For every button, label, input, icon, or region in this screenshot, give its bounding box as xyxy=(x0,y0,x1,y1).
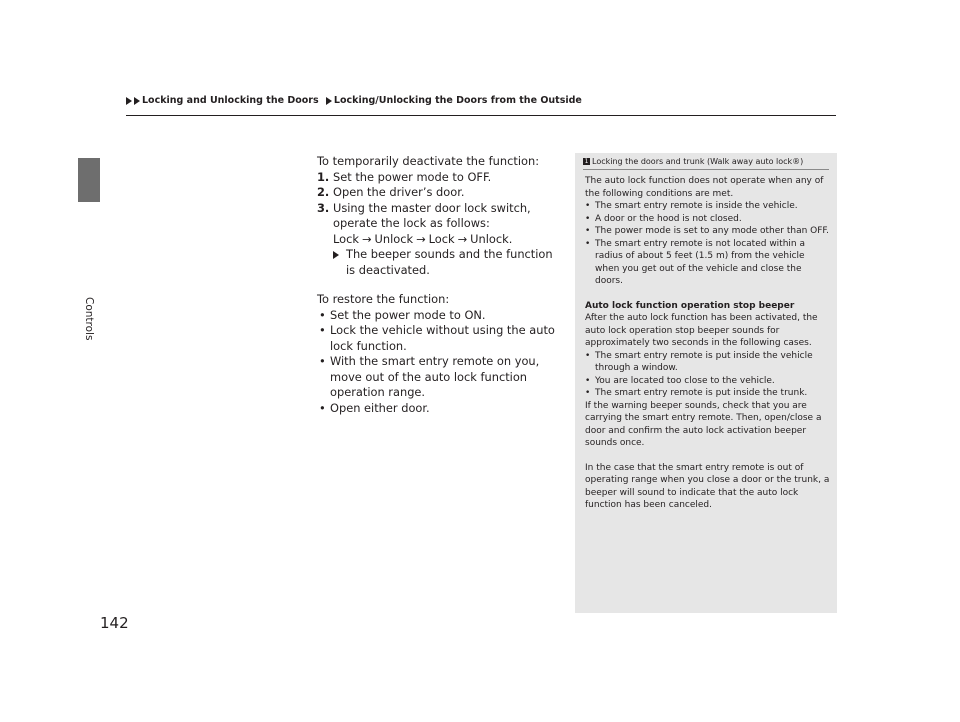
deactivate-heading: To temporarily deactivate the function: xyxy=(317,154,540,168)
restore-item: • With the smart entry remote on you, move out of the auto lock function operation range. xyxy=(317,354,562,401)
beeper-intro: After the auto lock function has been activated, the auto lock operation stop beeper sounds for approximately two seconds in the following cases. xyxy=(585,313,818,348)
note-reference-icon: 1 xyxy=(584,158,589,165)
note-panel xyxy=(575,153,837,613)
beeper-case: • The smart entry remote is put inside the vehicle through a window. xyxy=(585,350,831,375)
restore-item: • Lock the vehicle without using the auto lock function. xyxy=(317,323,562,354)
note-body xyxy=(585,175,831,512)
step-item: 1. Set the power mode to OFF. xyxy=(317,169,492,184)
condition-item: • The smart entry remote is not located within a radius of about 5 feet (1.5 m) from the vehicle when you get out of the vehicle and close the doors. xyxy=(585,238,831,288)
section-tab-marker xyxy=(78,158,100,202)
note-intro: The auto lock function does not operate when any of the following conditions are met. xyxy=(585,176,824,199)
beeper-case: • You are located too close to the vehicle. xyxy=(585,375,831,388)
breadcrumb-arrow-icon xyxy=(126,97,132,105)
breadcrumb-item[interactable]: Locking/Unlocking the Doors from the Outside xyxy=(326,95,582,106)
condition-item: • The power mode is set to any mode other than OFF. xyxy=(585,225,831,238)
beeper-followup: If the warning beeper sounds, check that you are carrying the smart entry remote. Then, open/close a door and confirm the auto lock activation beeper sounds once. xyxy=(585,400,822,448)
section-tab-label-wrap xyxy=(83,297,138,341)
arrow-right-icon: → xyxy=(416,231,426,246)
note-rule xyxy=(583,169,829,170)
restore-item: • Open either door. xyxy=(317,401,562,417)
arrow-right-icon: → xyxy=(457,231,468,246)
page-number: 142 xyxy=(100,614,129,632)
step-item: 3. Using the master door lock switch, operate the lock as follows: xyxy=(317,200,531,230)
lock-sequence: Lock → Unlock → Lock → Unlock. xyxy=(333,231,513,246)
main-content xyxy=(317,154,562,416)
beeper-case: • The smart entry remote is put inside the trunk. xyxy=(585,387,831,400)
condition-item: • A door or the hood is not closed. xyxy=(585,213,831,226)
step-result: The beeper sounds and the function is deactivated. xyxy=(317,247,562,278)
restore-item: • Set the power mode to ON. xyxy=(317,308,562,324)
step-item: 2. Open the driver’s door. xyxy=(317,185,465,199)
section-tab-label: Controls xyxy=(83,297,95,341)
breadcrumb-arrow-icon xyxy=(326,97,332,105)
header-rule xyxy=(126,115,836,116)
arrow-right-icon: → xyxy=(361,231,372,246)
beeper-heading: Auto lock function operation stop beeper xyxy=(585,300,795,311)
cancel-text: In the case that the smart entry remote is out of operating range when you close a door or the trunk, a beeper will sound to indicate that the auto lock function has been canceled. xyxy=(585,462,830,510)
note-title: 1 Locking the doors and trunk (Walk away auto lock®) xyxy=(584,157,804,166)
restore-heading: To restore the function: xyxy=(317,292,450,306)
breadcrumb xyxy=(126,95,586,106)
condition-item: • The smart entry remote is inside the vehicle. xyxy=(585,200,831,213)
breadcrumb-item[interactable]: Locking and Unlocking the Doors xyxy=(126,95,319,106)
breadcrumb-arrow-icon xyxy=(134,97,140,105)
result-arrow-icon xyxy=(333,251,339,259)
